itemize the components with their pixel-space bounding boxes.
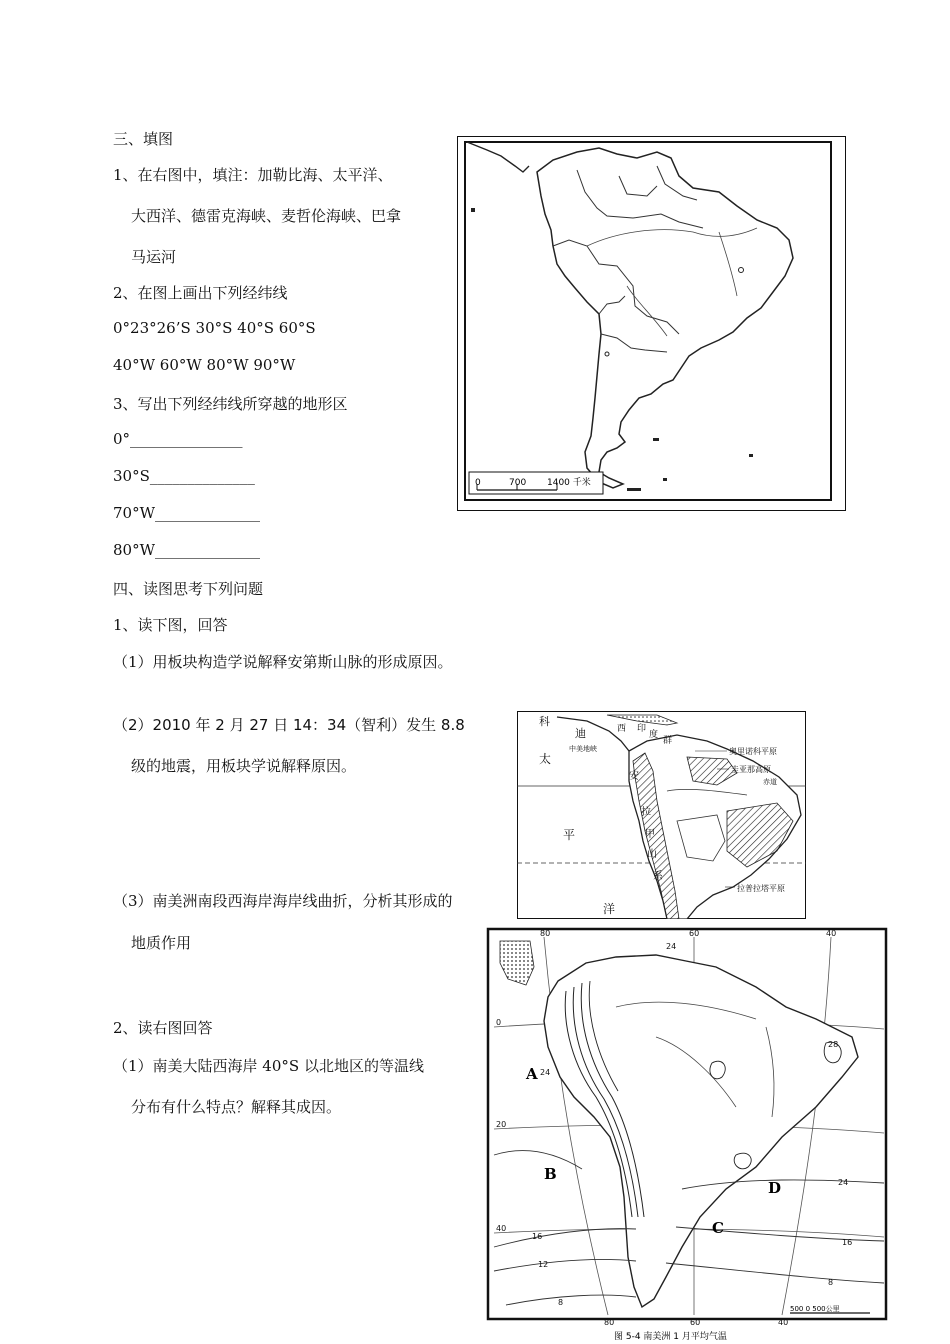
relief-map-south-america (517, 711, 806, 919)
q3-1-line2: 大西洋、德雷克海峡、麦哲伦海峡、巴拿 (131, 207, 402, 225)
section3-heading: 三、填图 (113, 130, 174, 148)
map3-point-a: A (526, 1065, 538, 1083)
map3-iso-16-left: 16 (532, 1232, 543, 1241)
map2-label-xi: 西 (617, 724, 627, 734)
map3-caption: 图 5-4 南美洲 1 月平均气温 (614, 1332, 727, 1342)
map2-label-equator: 赤道 (763, 778, 777, 786)
map3-iso-12: 12 (538, 1260, 549, 1269)
q3-1-line1: 1、在右图中，填注：加勒比海、太平洋、 (113, 166, 393, 184)
map3-lon-80-top: 80 (540, 929, 551, 938)
map3-iso-24-left: 24 (540, 1068, 551, 1077)
map2-label-yin: 印 (637, 724, 647, 734)
map2-label-isthmus: 中美地峡 (569, 745, 597, 753)
q3-2-latitudes: 0°23°26’S 30°S 40°S 60°S (113, 319, 316, 337)
map2-label-orinoco: 奥里诺科平原 (729, 747, 777, 756)
map2-label-shan: 山 (647, 849, 657, 860)
map2-label-an: 安 (629, 771, 639, 782)
map2-label-laplata: 拉普拉塔平原 (737, 884, 785, 893)
map2-label-xi2: 系 (653, 871, 663, 882)
map2-label-tai: 太 (539, 752, 552, 766)
q4-1-2-line1: （2）2010 年 2 月 27 日 14：34（智利）发生 8.8 (113, 716, 465, 734)
map3-lon-80-bottom: 80 (604, 1318, 615, 1327)
blank-80w[interactable]: 80°W______________ (113, 541, 261, 559)
map1-scale-700: 700 (509, 478, 527, 488)
map2-label-jia: 甲 (645, 829, 655, 840)
map2-label-qun: 群 (663, 736, 673, 746)
map2-label-ping: 平 (563, 828, 576, 842)
map3-iso-8-right: 8 (828, 1278, 834, 1287)
map2-label-di: 迪 (575, 727, 586, 740)
map3-iso-24-right: 24 (838, 1178, 849, 1187)
map3-lat-40: 40 (496, 1224, 507, 1233)
map2-label-du: 度 (649, 730, 659, 740)
q3-1-line3: 马运河 (131, 248, 177, 266)
map3-lon-60-bottom: 60 (690, 1318, 701, 1327)
map2-label-yang: 洋 (603, 902, 616, 916)
q4-1-2-line2: 级的地震，用板块学说解释原因。 (131, 757, 357, 775)
map3-scale: 500 0 500公里 (790, 1305, 840, 1313)
section4-heading: 四、读图思考下列问题 (113, 580, 264, 598)
map2-label-guiana: 圭亚那高原 (731, 765, 771, 774)
map3-point-b: B (544, 1165, 557, 1183)
q4-2-1-line2: 分布有什么特点？解释其成因。 (131, 1098, 342, 1116)
map3-lon-40-top: 40 (826, 929, 837, 938)
isotherm-map-south-america (486, 927, 891, 1344)
q3-2-longitudes: 40°W 60°W 80°W 90°W (113, 356, 296, 374)
q4-1: 1、读下图，回答 (113, 616, 228, 634)
map1-scale-1400: 1400 千米 (547, 478, 591, 488)
q4-1-3-line1: （3）南美洲南段西海岸海岸线曲折，分析其形成的 (113, 892, 453, 910)
q3-2: 2、在图上画出下列经纬线 (113, 284, 288, 302)
map3-point-c: C (712, 1219, 724, 1237)
map3-lat-20: 20 (496, 1120, 507, 1129)
map1-scale-0: 0 (475, 478, 481, 488)
blank-70w[interactable]: 70°W______________ (113, 504, 261, 522)
q3-3: 3、写出下列经纬线所穿越的地形区 (113, 395, 348, 413)
q4-1-3-line2: 地质作用 (131, 934, 192, 952)
map3-iso-16-right: 16 (842, 1238, 853, 1247)
map3-lon-40-bottom: 40 (778, 1318, 789, 1327)
q4-2-1-line1: （1）南美大陆西海岸 40°S 以北地区的等温线 (113, 1057, 424, 1075)
map2-label-la: 拉 (641, 807, 651, 818)
blank-30s[interactable]: 30°S______________ (113, 467, 255, 485)
map3-iso-24-top: 24 (666, 942, 677, 951)
map3-lat-0: 0 (496, 1018, 502, 1027)
map3-point-d: D (768, 1179, 782, 1197)
map3-iso-8-left: 8 (558, 1298, 564, 1307)
map3-lon-60-top: 60 (689, 929, 700, 938)
outline-map-south-america (457, 136, 846, 511)
q4-1-1: （1）用板块构造学说解释安第斯山脉的形成原因。 (113, 653, 453, 671)
q4-2: 2、读右图回答 (113, 1019, 213, 1037)
blank-0[interactable]: 0°_______________ (113, 430, 243, 448)
map2-label-ke: 科 (539, 715, 550, 728)
map3-iso-28: 28 (828, 1040, 839, 1049)
